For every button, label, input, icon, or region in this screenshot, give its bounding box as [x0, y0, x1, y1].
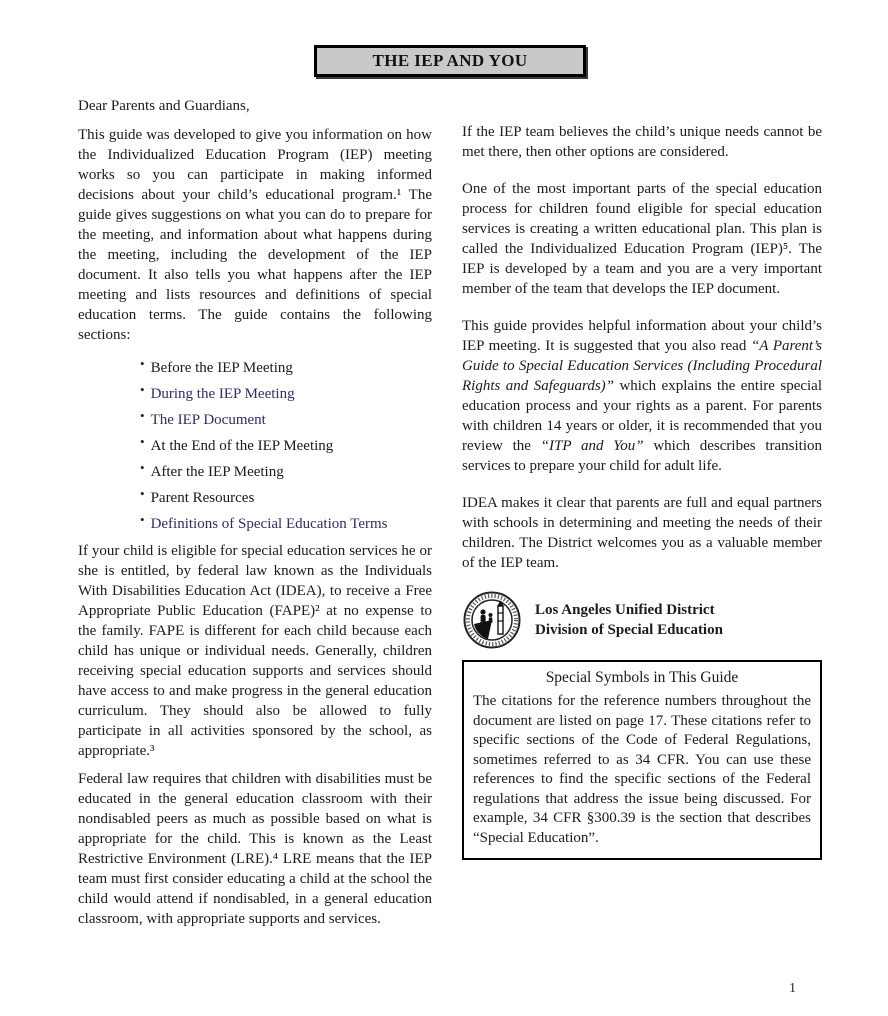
left-column — [78, 96, 432, 937]
right-column — [462, 96, 822, 937]
list-item — [140, 509, 432, 535]
bullet-icon: • — [140, 512, 145, 527]
paragraph-lre: Federal law requires that children with disabilities must be educated in the general education classroom with their nondisabled peers as much as possible based on what is appropriate for the child. This is known as the Least Restrictive Environment (LRE).⁴ LRE means that the IEP team must first consider educating a child at the school the child would attend if nondisabled, in a general education classroom, with appropriate supports and services. — [78, 771, 432, 927]
paragraph-intro: This guide was developed to give you information on how the Individualized Education Program (IEP) meeting works so you can participate in making informed decisions about your child’s educational program.¹ The guide gives suggestions on what you can do to prepare for the meeting, and information about what happens during the meeting, including the development of the IEP document. It also tells you what happens after the IEP meeting and lists resources and definitions of special education terms. The guide contains the following sections: — [78, 127, 432, 343]
list-item-label: During the IEP Meeting — [150, 386, 295, 402]
lausd-seal-icon — [462, 590, 522, 650]
bullet-icon: • — [140, 434, 145, 449]
list-item-label: Parent Resources — [150, 490, 255, 506]
paragraph-iep-plan: One of the most important parts of the special education process for children found eligible for special education services is creating a written educational plan. This plan is called the Individualized Education Program (IEP)⁵. The IEP is developed by a team and you are a very important member of the team that develops the IEP document. — [462, 181, 822, 297]
district-name: Los Angeles Unified District — [535, 602, 715, 618]
salutation: Dear Parents and Guardians, — [78, 98, 250, 114]
symbols-box-body: The citations for the reference numbers throughout the document are listed on page 17. These citations refer to specific sections of the Code of Federal Regulations, sometimes referred to as 34 CFR. You can use these references to find the specific sections of the Federal regulations that address the issue being discussed. For example, 34 CFR §300.39 is the section that describes “Special Education”. — [473, 693, 811, 846]
list-item-label: After the IEP Meeting — [150, 464, 284, 480]
list-item — [140, 431, 432, 457]
special-symbols-box — [462, 660, 822, 860]
bullet-icon: • — [140, 408, 145, 423]
two-column-body — [78, 96, 822, 937]
list-item-label: Definitions of Special Education Terms — [150, 516, 388, 532]
text-segment: which describes transition services to prepare your child for adult life. — [462, 438, 822, 474]
bullet-icon: • — [140, 460, 145, 475]
list-item-label: Before the IEP Meeting — [150, 360, 293, 376]
document-title-box — [314, 45, 586, 77]
page-number: 1 — [789, 981, 796, 996]
document-title: THE IEP AND YOU — [372, 51, 528, 70]
paragraph-partners: IDEA makes it clear that parents are full and equal partners with schools in determining and meeting the needs of their children. The District welcomes you as a valuable member of the IEP team. — [462, 495, 822, 571]
cited-title: “ITP and You” — [540, 438, 644, 454]
division-name: Division of Special Education — [535, 622, 723, 638]
symbols-box-title: Special Symbols in This Guide — [545, 669, 739, 686]
list-item — [140, 379, 432, 405]
cited-title: “A Parent’s Guide to Special Education Services (Including Procedural Rights and Safeguards)” — [462, 338, 822, 394]
sections-list — [140, 353, 432, 535]
paragraph-unique-needs: If the IEP team believes the child’s unique needs cannot be met there, then other options are considered. — [462, 124, 822, 160]
list-item — [140, 483, 432, 509]
list-item — [140, 457, 432, 483]
list-item — [140, 405, 432, 431]
text-segment: This guide provides helpful information about your child’s IEP meeting. It is suggested that you also read — [462, 318, 822, 354]
list-item-label: The IEP Document — [150, 412, 266, 428]
paragraph-guides — [462, 316, 822, 476]
list-item-label: At the End of the IEP Meeting — [150, 438, 334, 454]
bullet-icon: • — [140, 382, 145, 397]
bullet-icon: • — [140, 486, 145, 501]
list-item — [140, 353, 432, 379]
paragraph-fape: If your child is eligible for special education services he or she is entitled, by federal law known as the Individuals With Disabilities Education Act (IDEA), to receive a Free Appropriate Public Education (FAPE)² at no expense to the family. FAPE is different for each child because each child has unique or individual needs. Generally, children receiving special education supports and services should have access to and make progress in the general education curriculum. They should also be allowed to fully participate in all activities sponsored by the school, as appropriate.³ — [78, 543, 432, 759]
district-identity — [462, 590, 822, 650]
text-segment: which explains the entire special education process and your rights as a parent. For parents with children 14 years or older, it is recommended that you review the — [462, 378, 822, 454]
bullet-icon: • — [140, 356, 145, 371]
district-name-block — [535, 600, 723, 640]
